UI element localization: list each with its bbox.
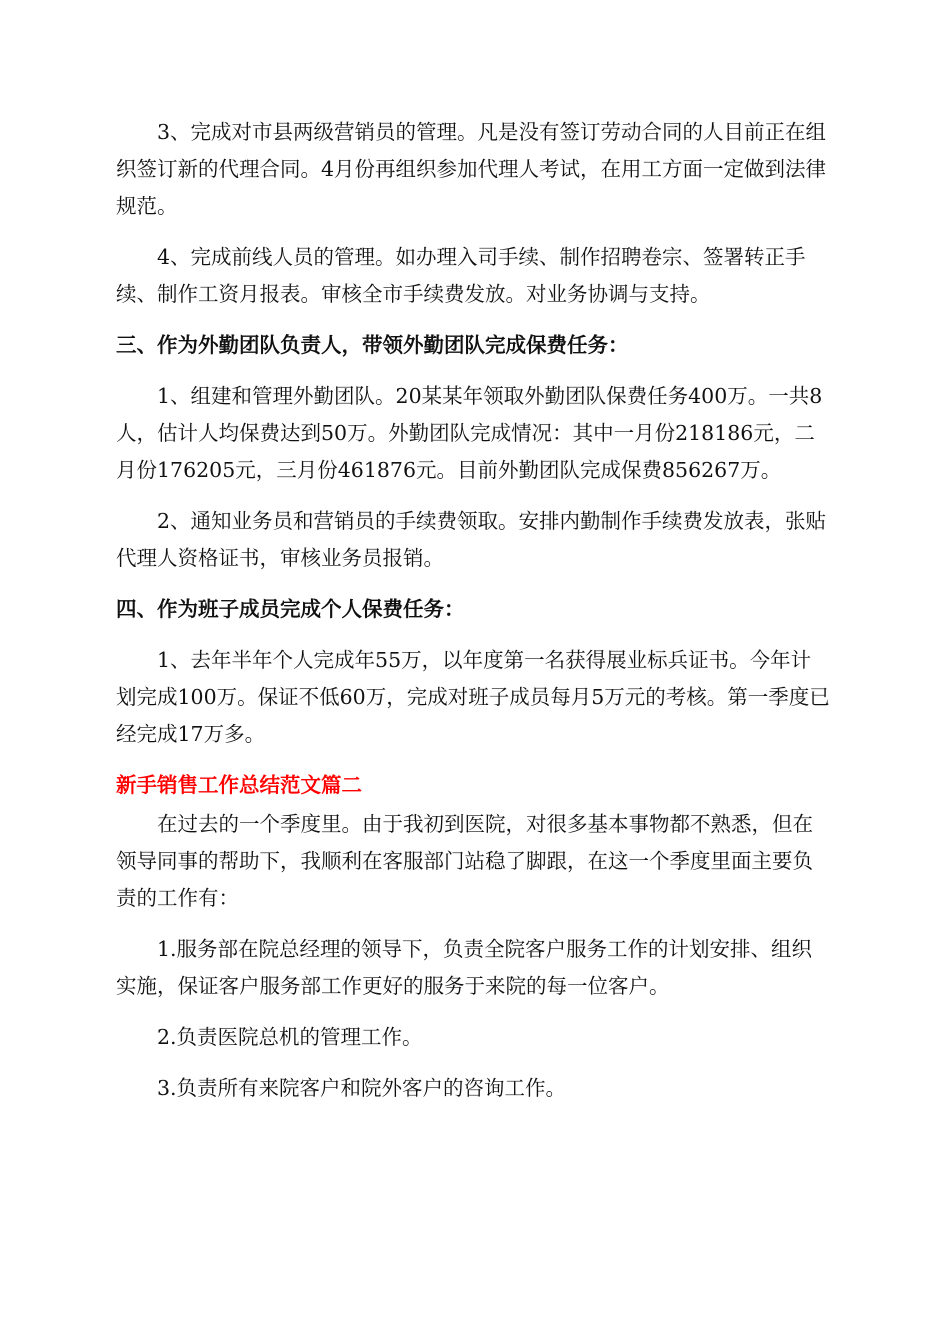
paragraph-marketer-management: 3、完成对市县两级营销员的管理。凡是没有签订劳动合同的人目前正在组织签订新的代理合同。4月份再组织参加代理人考试，在用工方面一定做到法律规范。 [116,120,827,218]
paragraph-duty-1: 1.服务部在院总经理的领导下，负责全院客户服务工作的计划安排、组织实施，保证客户服务部工作更好的服务于来院的每一位客户。 [116,937,813,998]
paragraph-duty-2: 2.负责医院总机的管理工作。 [157,1025,423,1049]
paragraph-field-team-build: 1、组建和管理外勤团队。20某某年领取外勤团队保费任务400万。一共8人，估计人均保费达到50万。外勤团队完成情况：其中一月份218186元，二月份176205元，三月份461876元。目前外勤团队完成保费856267万。 [116,384,823,482]
paragraph-frontline-management: 4、完成前线人员的管理。如办理入司手续、制作招聘卷宗、签署转正手续、制作工资月报表。审核全市手续费发放。对业务协调与支持。 [116,245,806,306]
article-title: 新手销售工作总结范文篇二 [116,773,362,797]
section-heading-field-team: 三、作为外勤团队负责人，带领外勤团队完成保费任务： [116,333,629,357]
paragraph-duty-3: 3.负责所有来院客户和院外客户的咨询工作。 [157,1076,567,1100]
paragraph-quarter-intro: 在过去的一个季度里。由于我初到医院，对很多基本事物都不熟悉，但在领导同事的帮助下，我顺利在客服部门站稳了脚跟，在这一个季度里面主要负责的工作有： [116,812,813,910]
paragraph-fee-notification: 2、通知业务员和营销员的手续费领取。安排内勤制作手续费发放表，张贴代理人资格证书，审核业务员报销。 [116,509,827,570]
section-heading-personal-task: 四、作为班子成员完成个人保费任务： [116,597,465,621]
paragraph-personal-premium: 1、去年半年个人完成年55万，以年度第一名获得展业标兵证书。今年计划完成100万。保证不低60万，完成对班子成员每月5万元的考核。第一季度已经完成17万多。 [116,648,830,746]
